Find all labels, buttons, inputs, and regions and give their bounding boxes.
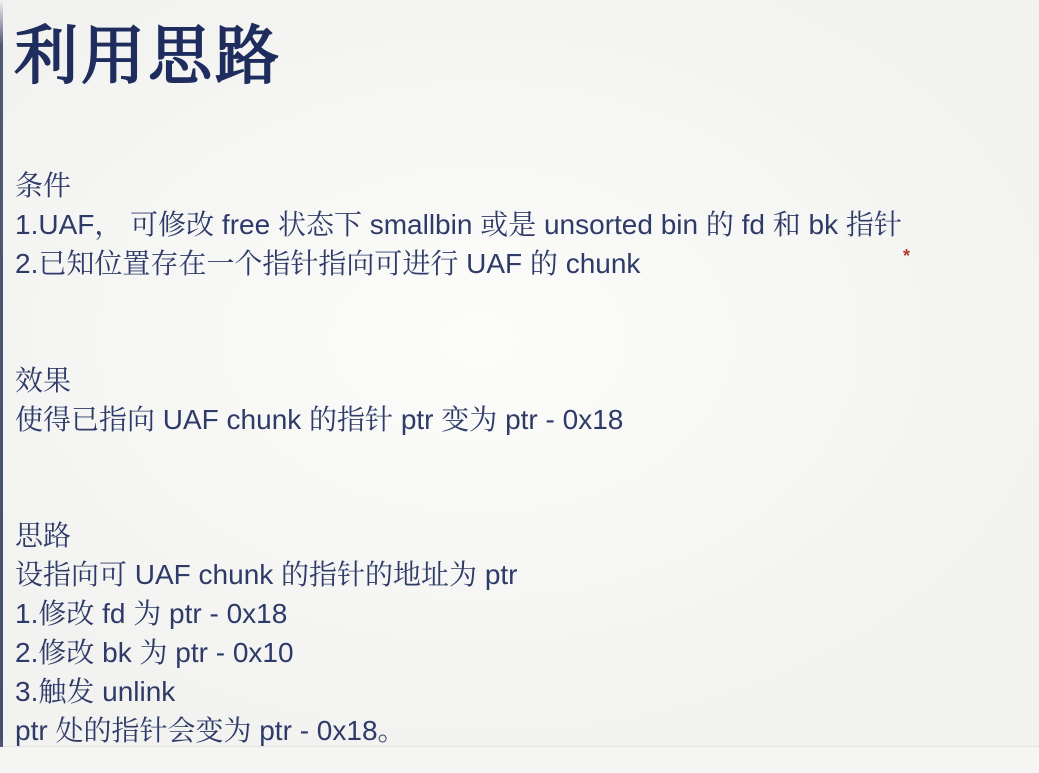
- section-approach-heading: 思路: [15, 520, 72, 551]
- slide-bottom-margin: [0, 747, 1039, 773]
- approach-line-1: 设指向可 UAF chunk 的指针的地址为 ptr: [15, 559, 518, 590]
- condition-line-2: 2.已知位置存在一个指针指向可进行 UAF 的 chunk: [15, 248, 641, 279]
- page-title: 利用思路: [14, 20, 282, 92]
- left-edge-strip: [0, 0, 3, 773]
- approach-line-3: 2.修改 bk 为 ptr - 0x10: [15, 637, 294, 668]
- section-approach: [15, 516, 1019, 750]
- section-effect-heading: 效果: [15, 365, 72, 396]
- section-conditions-heading: 条件: [15, 170, 72, 201]
- condition-line-1: 1.UAF， 可修改 free 状态下 smallbin 或是 unsorted bin 的 fd 和 bk 指针: [15, 209, 902, 240]
- approach-line-4: 3.触发 unlink: [15, 676, 176, 707]
- red-asterisk-annotation: *: [903, 246, 911, 266]
- effect-line-1: 使得已指向 UAF chunk 的指针 ptr 变为 ptr - 0x18: [15, 404, 624, 435]
- approach-line-2: 1.修改 fd 为 ptr - 0x18: [15, 598, 288, 629]
- section-effect: [15, 361, 1019, 439]
- approach-line-5: ptr 处的指针会变为 ptr - 0x18。: [15, 715, 406, 746]
- section-conditions: [15, 166, 1019, 283]
